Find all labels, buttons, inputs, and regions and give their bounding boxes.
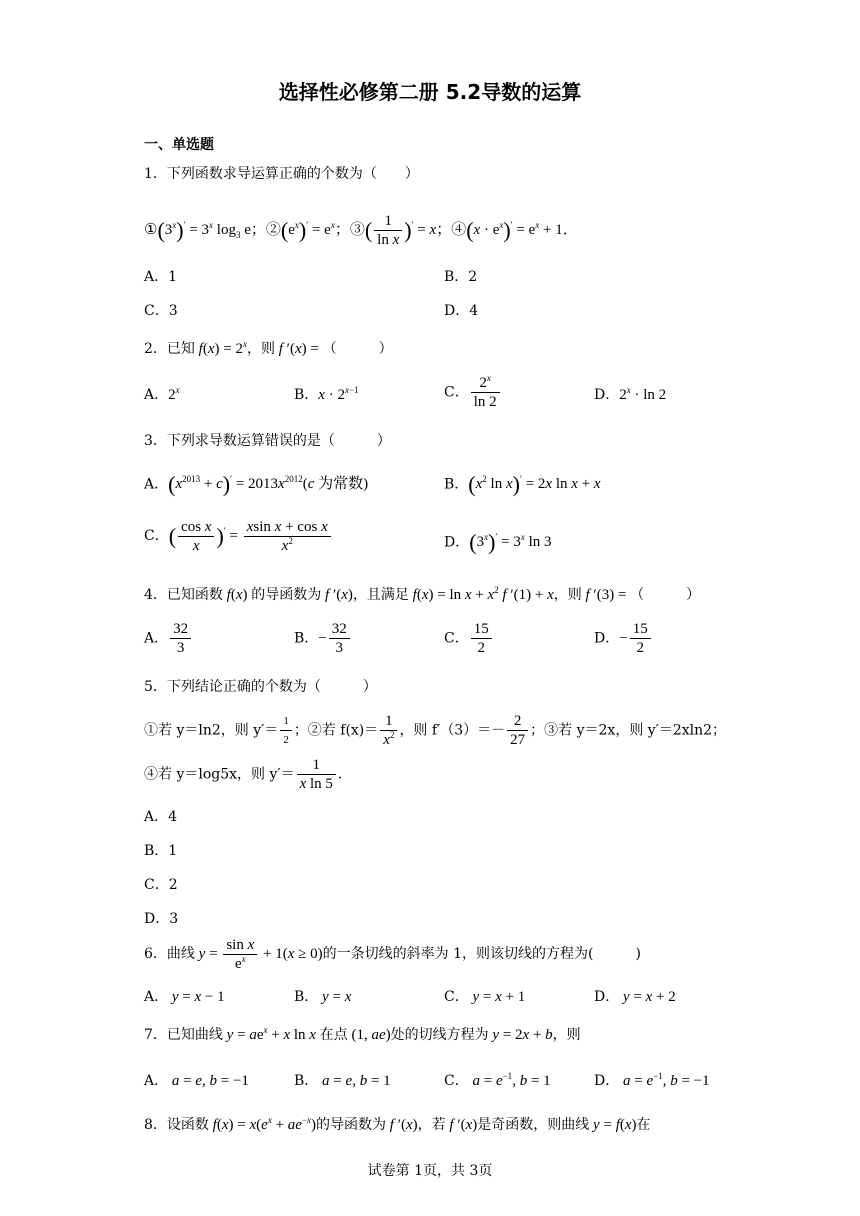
q4-option-d[interactable]: D．− $\frac{15}{2}$ bbox=[594, 620, 653, 657]
q5-option-a[interactable]: A．4 bbox=[144, 809, 178, 825]
q3-stem: 3．下列求导数运算错误的是（ ） bbox=[144, 433, 391, 449]
q5-option-b[interactable]: B．1 bbox=[144, 843, 178, 859]
q2-stem: 2．已知 $f(x) = 2^x$，则 f ′(x) = （ ） bbox=[144, 339, 393, 357]
q1-formulas: $①(3^x)' = 3^x$ $\log_3 e$；$②(e^x)' = e^x$；③( $\frac{1}{\text{ln x}}$ )′ = x；④(x · $e^x)' = e^x + 1$． bbox=[144, 213, 578, 248]
q7-option-b[interactable]: B． a = e, b = 1 bbox=[294, 1073, 391, 1089]
q4-option-c[interactable]: C． $\frac{15}{2}$ bbox=[444, 620, 494, 657]
q6-option-b[interactable]: B． y = x bbox=[294, 989, 352, 1005]
q4-option-b[interactable]: B．− $\frac{32}{3}$ bbox=[294, 620, 352, 657]
q7-option-c[interactable]: C． $a = e^{-1}$, b = 1 bbox=[444, 1071, 551, 1089]
q2-option-d[interactable]: D．$2^x \cdot \ln 2$ bbox=[594, 385, 667, 403]
q5-line2: ④若 y＝log5x，则 y′＝ $\frac{1}{\text{x ln 5}}$ ． bbox=[144, 757, 352, 792]
q1-option-b[interactable]: B．2 bbox=[444, 269, 478, 285]
q6-stem: 6．曲线 y = $\frac{\text{sin x}}{e^x}$ + 1(x ≥ 0)的一条切线的斜率为 1，则该切线的方程为( ) bbox=[144, 937, 641, 972]
page-footer: 试卷第 1页，共 3页 bbox=[367, 1163, 493, 1179]
q6-option-a[interactable]: A． y = x − 1 bbox=[144, 989, 225, 1005]
q4-stem: 4．已知函数 f(x) 的导函数为 f ′(x)，且满足 $f(x) = \ln x + x^2$ f ′(1) + x，则 f ′(3) = （ ） bbox=[144, 585, 701, 603]
q7-option-a[interactable]: A． a = e, b = −1 bbox=[144, 1073, 249, 1089]
q3-option-a[interactable]: A．$(x^{2013} + c)' = 2013x^{2012}(c$ 为常数) bbox=[144, 472, 369, 497]
q1-option-a[interactable]: A．1 bbox=[144, 269, 178, 285]
q8-stem: 8．设函数 $f(x) = x(e^x + ae^{-x})$的导函数为 f ′(x)，若 f ′(x)是奇函数，则曲线 y = f(x)在 bbox=[144, 1115, 651, 1133]
page-title: 选择性必修第二册 5.2导数的运算 bbox=[278, 80, 582, 104]
q5-line1: ①若 y＝ln2，则 y′＝ $\frac{1}{2}$ ；②若 f(x)＝ $\frac{1}{x^2}$ ，则 f′（3）＝－ $\frac{2}{27}$ ；③若 y＝2x，则 y′＝2xln2； bbox=[144, 713, 727, 748]
q1-option-d[interactable]: D．4 bbox=[444, 303, 479, 319]
q7-stem: 7．已知曲线 $y = ae^x + x$ ln x 在点 (1, ae)处的切线方程为 y = 2x + b，则 bbox=[144, 1025, 581, 1043]
q2-option-a[interactable]: A．2$^x$ bbox=[144, 385, 180, 403]
q3-option-b[interactable]: B．($x^2$ ln x)′ = 2x ln x + x bbox=[444, 472, 601, 497]
q1-option-c[interactable]: C．3 bbox=[144, 303, 178, 319]
q3-option-c[interactable]: C．( $\frac{\text{cos x}}{x}$ )′ = $\frac{\text{xsin x + cos x}}{x^2}$ bbox=[144, 518, 333, 555]
q1-stem: 1．下列函数求导运算正确的个数为（ ） bbox=[144, 166, 419, 182]
q5-option-d[interactable]: D．3 bbox=[144, 911, 179, 927]
q2-option-c[interactable]: C． $\frac{2^x}{\ln 2}$ bbox=[444, 374, 502, 411]
q4-option-a[interactable]: A． $\frac{32}{3}$ bbox=[144, 620, 193, 657]
q6-option-d[interactable]: D． y = x + 2 bbox=[594, 989, 676, 1005]
q3-option-d[interactable]: D．$(3^x)' = 3^x$ ln 3 bbox=[444, 530, 552, 555]
q7-option-d[interactable]: D． $a = e^{-1}$, b = −1 bbox=[594, 1071, 710, 1089]
q6-option-c[interactable]: C． y = x + 1 bbox=[444, 989, 526, 1005]
q5-stem: 5．下列结论正确的个数为（ ） bbox=[144, 679, 377, 695]
section-heading: 一、单选题 bbox=[144, 137, 214, 153]
q5-option-c[interactable]: C．2 bbox=[144, 877, 178, 893]
q2-option-b[interactable]: B．$x \cdot 2^{x-1}$ bbox=[294, 385, 359, 403]
